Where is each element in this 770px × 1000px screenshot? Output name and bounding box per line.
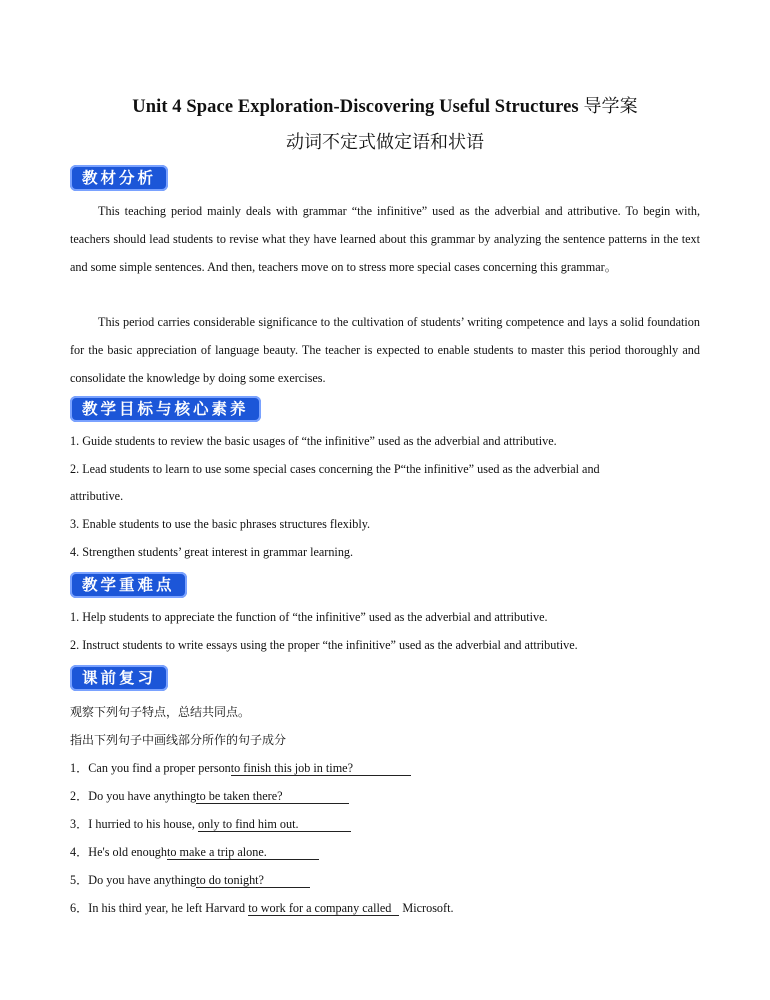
section-badge-analysis: 教材分析 xyxy=(70,165,168,191)
exercise-item xyxy=(70,871,310,888)
keypoint-item: 1. Help students to appreciate the function of “the infinitive” used as the adverbial and attributive. xyxy=(70,610,548,624)
exercise-number: 4． xyxy=(70,845,89,859)
section-badge-goals: 教学目标与核心素养 xyxy=(70,396,261,422)
goal-item: 4. Strengthen students’ great interest in grammar learning. xyxy=(70,545,354,559)
exercise-item xyxy=(70,815,351,832)
underlined-phrase: to be taken there? xyxy=(196,789,348,804)
exercise-item xyxy=(70,759,411,776)
exercise-number: 1． xyxy=(70,761,89,775)
exercise-item xyxy=(70,843,319,860)
title-english: Unit 4 Space Exploration-Discovering Useful Structures xyxy=(132,97,584,117)
goal-item: 1. Guide students to review the basic usages of “the infinitive” used as the adverbial and attributive. xyxy=(70,434,557,448)
goal-item: 3. Enable students to use the basic phrases structures flexibly. xyxy=(70,517,371,531)
exercise-text: Can you find a proper person xyxy=(88,761,231,775)
underlined-phrase: to finish this job in time? xyxy=(231,761,411,776)
underlined-phrase: to make a trip alone. xyxy=(167,845,319,860)
exercise-text: He's old enough xyxy=(88,845,167,859)
exercise-text: Do you have anything xyxy=(88,873,197,887)
goal-item: 2. Lead students to learn to use some special cases concerning the P“the infinitive” used as the adverbial and xyxy=(70,462,600,476)
review-instruction: 观察下列句子特点，总结共同点。 xyxy=(70,705,251,719)
exercise-number: 5． xyxy=(70,873,89,887)
title-chinese: 导学案 xyxy=(583,96,638,117)
exercise-text: In his third year, he left Harvard xyxy=(88,901,249,915)
exercise-number: 2． xyxy=(70,789,89,803)
exercise-item xyxy=(70,787,349,804)
exercise-text-tail: Microsoft. xyxy=(399,901,454,915)
analysis-paragraph-1: This teaching period mainly deals with grammar “the infinitive” used as the adverbial and attributive. To begin with, teachers should lead students to revise what they have learned about this grammar by analyzing the sentence patterns in the text and some simple sentences. And then, teachers move on to stress more special cases concerning this grammar。 xyxy=(70,204,700,274)
underlined-phrase: to work for a company called xyxy=(248,901,399,916)
exercise-item xyxy=(70,899,454,916)
exercise-text: Do you have anything xyxy=(88,789,197,803)
exercise-number: 6． xyxy=(70,901,89,915)
keypoint-item: 2. Instruct students to write essays using the proper “the infinitive” used as the adverbial and attributive. xyxy=(70,638,578,652)
underlined-phrase: only to find him out. xyxy=(198,817,351,832)
underlined-phrase: to do tonight? xyxy=(196,873,310,888)
page-title xyxy=(0,92,770,118)
goal-item: attributive. xyxy=(70,489,124,503)
exercise-text: I hurried to his house, xyxy=(88,817,198,831)
section-badge-review: 课前复习 xyxy=(70,665,168,691)
analysis-paragraph-2: This period carries considerable significance to the cultivation of students’ writing competence and lays a solid foundation for the basic appreciation of language beauty. The teacher is expected to enable students to master this period thoroughly and consolidate the knowledge by doing some exercises. xyxy=(70,315,700,385)
section-badge-keypoints: 教学重难点 xyxy=(70,572,187,598)
exercise-number: 3． xyxy=(70,817,89,831)
page-subtitle: 动词不定式做定语和状语 xyxy=(286,132,484,153)
review-instruction: 指出下列句子中画线部分所作的句子成分 xyxy=(70,733,287,747)
